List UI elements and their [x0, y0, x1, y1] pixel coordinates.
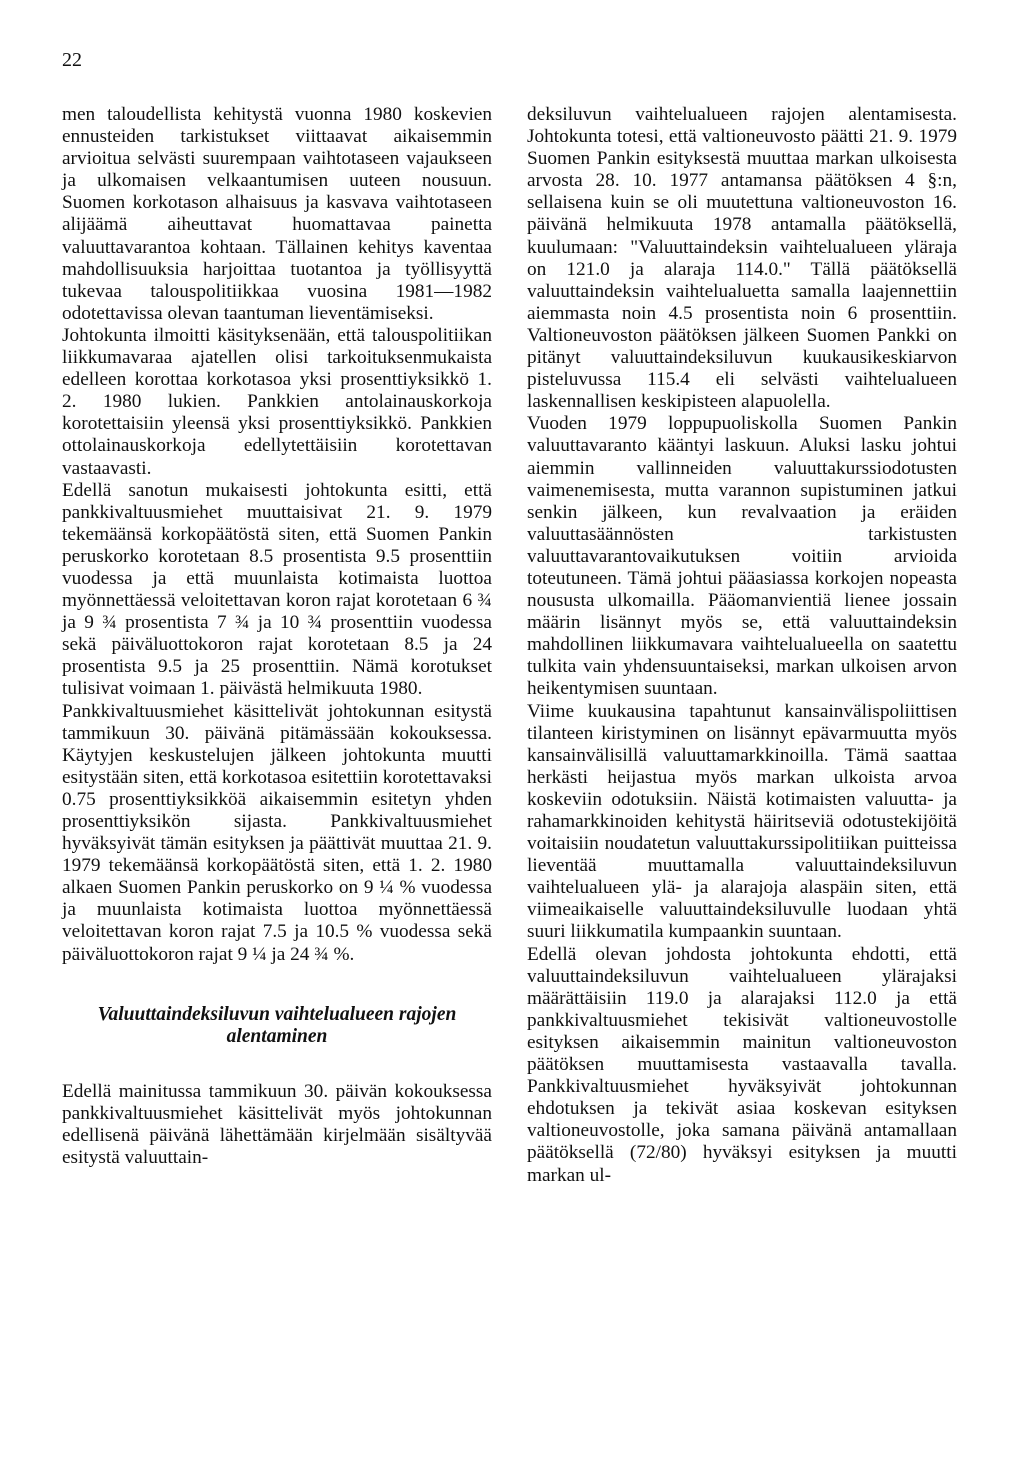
- body-paragraph: Pankkivaltuusmiehet käsittelivät johtokunnan esitystä tammikuun 30. päivänä pitämässään kokouksessa. Käytyjen keskustelujen jälkeen johtokunta muutti esitystään siten, että korkotasoa esitettiin korotettavaksi 0.75 prosenttiyksikköä aikaisemmin esitetyn yhden prosenttiyksikön sijasta. Pankkivaltuusmiehet hyväksyivät tämän esityksen ja päättivät muuttaa 21. 9. 1979 tekemäänsä korkopäätöstä siten, että 1. 2. 1980 alkaen Suomen Pankin peruskorko on 9 ¼ % vuodessa ja muunlaista kotimaista luottoa myönnettäessä veloitettavan koron rajat 7.5 ja 10.5 % vuodessa sekä päiväluottokoron rajat 9 ¼ ja 24 ¾ %.: [62, 700, 492, 965]
- page-number: 22: [62, 49, 82, 71]
- body-paragraph: Viime kuukausina tapahtunut kansainvälispoliittisen tilanteen kiristyminen on lisännyt epävarmuutta myös kansainvälisillä valuuttamarkkinoilla. Tämä saattaa herkästi heijastua myös markan ulkoista arvoa koskeviin odotuksiin. Näistä kotimaisten valuutta- ja rahamarkkinoiden kehitystä häiritseviä odotustekijöitä voitaisiin noudatetun valuuttakurssipolitiikan puitteissa lieventää muuttamalla valuuttaindeksiluvun vaihtelualueen ylä- ja alarajoja alaspäin siten, että viimeaikaiselle valuuttaindeksiluvulle luodaan yhtä suuri liikkumatila kumpaankin suuntaan.: [527, 700, 957, 943]
- body-paragraph: Edellä sanotun mukaisesti johtokunta esitti, että pankkivaltuusmiehet muuttaisivat 21. 9. 1979 tekemäänsä korkopäätöstä siten, että Suomen Pankin peruskorko korotetaan 8.5 prosentista 9.5 prosenttiin vuodessa ja että muunlaista kotimaista luottoa myönnettäessä veloitettavan koron rajat korotetaan 6 ¾ ja 9 ¾ prosentista 7 ¾ ja 10 ¾ prosenttiin vuodessa sekä päiväluottokoron rajat korotetaan 8.5 ja 24 prosentista 9.5 ja 25 prosenttiin. Nämä korotukset tulisivat voimaan 1. päivästä helmikuuta 1980.: [62, 479, 492, 700]
- body-paragraph: deksiluvun vaihtelualueen rajojen alentamisesta. Johtokunta totesi, että valtioneuvosto päätti 21. 9. 1979 Suomen Pankin esityksestä muuttaa markan ulkoisesta arvosta 28. 10. 1977 antamansa päätöksen 4 §:n, sellaisena kuin se oli muutettuna valtioneuvoston 16. päivänä helmikuuta 1978 antamalla päätöksellä, kuulumaan: "Valuuttaindeksin vaihtelualueen yläraja on 121.0 ja alaraja 114.0." Tällä päätöksellä valuuttaindeksin vaihtelualuetta samalla laajennettiin aiemmasta noin 4.5 prosentista noin 6 prosenttiin. Valtioneuvoston päätöksen jälkeen Suomen Pankki on pitänyt valuuttaindeksiluvun kuukausikeskiarvon pisteluvussa 115.4 eli selvästi vaihtelualueen laskennallisen keskipisteen alapuolella.: [527, 104, 957, 413]
- body-paragraph: Vuoden 1979 loppupuoliskolla Suomen Pankin valuuttavaranto kääntyi laskuun. Aluksi lasku johtui aiemmin vallinneiden valuuttakurssiodotusten vaimenemisesta, mutta varannon supistuminen jatkui senkin jälkeen, kun revalvaation ja eräiden valuuttasäännösten tarkistusten valuuttavarantovaikutuksen voitiin arvioida toteutuneen. Tämä johtui pääasiassa korkojen nopeasta noususta ulkomailla. Pääomanvientiä lienee jossain määrin lisännyt myös se, että valuuttaindeksin mahdollinen liikkumavara vaihtelualueella on saatettu tulkita vain yhdensuuntaiseksi, markan ulkoisen arvon heikentymisen suuntaan.: [527, 413, 957, 700]
- body-paragraph: men taloudellista kehitystä vuonna 1980 koskevien ennusteiden tarkistukset viittaavat aikaisemmin arvioitua selvästi suurempaan vaihtotaseen vajaukseen ja ulkomaisen velkaantumisen uuteen nousuun. Suomen korkotason alhaisuus ja kasvava vaihtotaseen alijäämä aiheuttavat huomattavaa painetta valuuttavarantoa kohtaan. Tällainen kehitys kaventaa mahdollisuuksia harjoittaa tuotantoa ja työllisyyttä tukevaa talouspolitiikkaa vuosina 1981—1982 odotettavissa olevan taantuman lieventämiseksi.: [62, 104, 492, 324]
- section-heading: Valuuttaindeksiluvun vaihtelualueen rajojen alentaminen: [97, 1003, 457, 1048]
- right-column: [527, 104, 957, 1187]
- body-paragraph: Johtokunta ilmoitti käsityksenään, että talouspolitiikan liikkumavaraa ajatellen olisi tarkoituksenmukaista edelleen korottaa korkotasoa yksi prosenttiyksikkö 1. 2. 1980 lukien. Pankkien antolainauskorkoja korotettaisiin yleensä yksi prosenttiyksikkö. Pankkien ottolainauskorkoja edellytettäisiin korotettavan vastaavasti.: [62, 324, 492, 479]
- body-paragraph: Edellä olevan johdosta johtokunta ehdotti, että valuuttaindeksiluvun vaihtelualueen ylärajaksi määrättäisiin 119.0 ja alarajaksi 112.0 ja että pankkivaltuusmiehet tekisivät valtioneuvostolle esityksen aikaisemmin mainitun valtioneuvoston päätöksen muuttamisesta vastaavalla tavalla. Pankkivaltuusmiehet hyväksyivät johtokunnan ehdotuksen ja tekivät asiaa koskevan esityksen valtioneuvostolle, joka samana päivänä antamallaan päätöksellä (72/80) hyväksyi esityksen ja muutti markan ul-: [527, 943, 957, 1186]
- body-paragraph: Edellä mainitussa tammikuun 30. päivän kokouksessa pankkivaltuusmiehet käsittelivät myös johtokunnan edellisenä päivänä lähettämään kirjelmään sisältyvää esitystä valuuttain-: [62, 1080, 492, 1168]
- left-column: [62, 104, 492, 1169]
